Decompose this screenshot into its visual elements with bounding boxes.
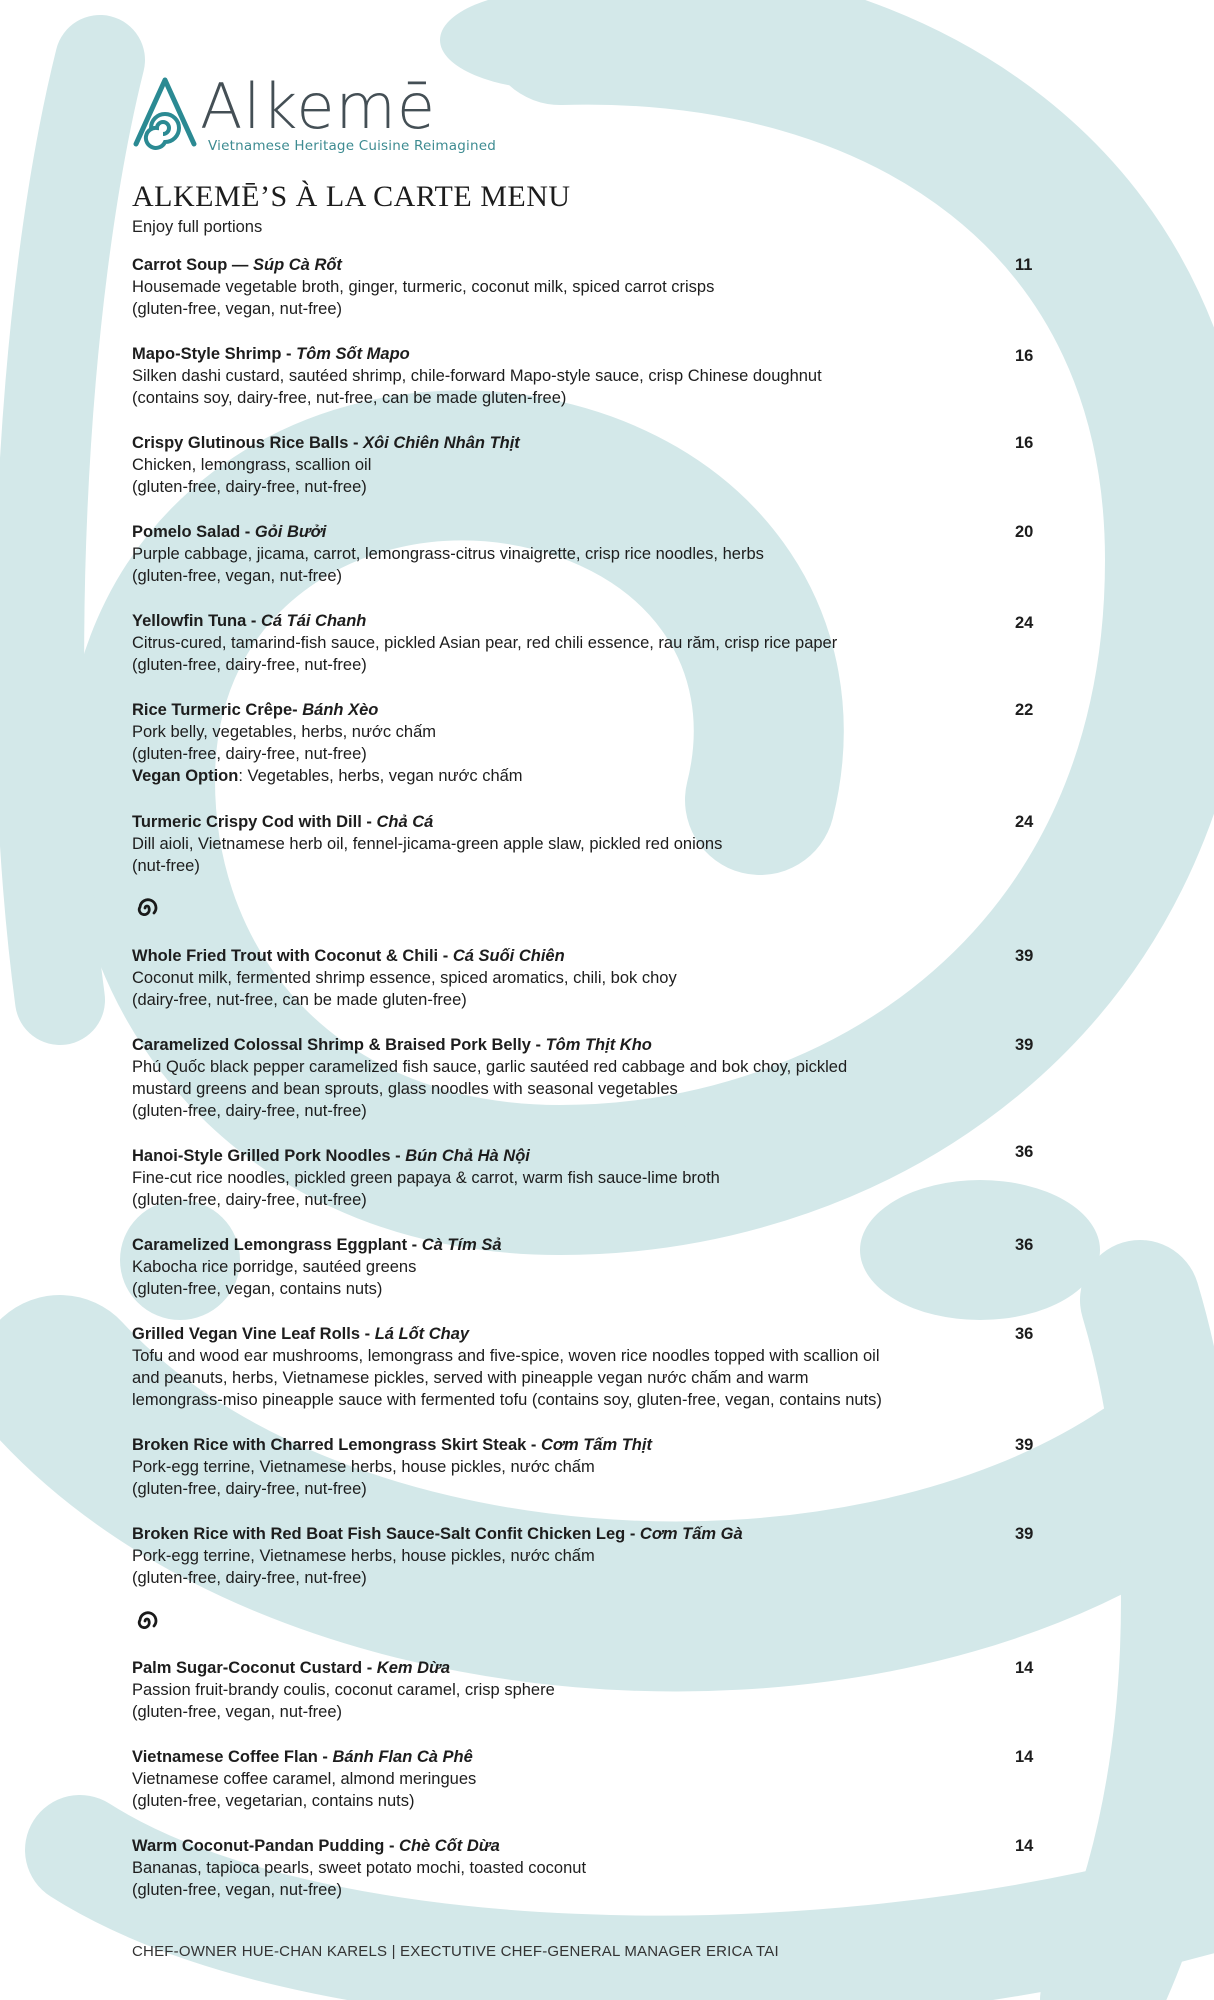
item-vietnamese-name: Cá Tái Chanh: [260, 612, 367, 630]
item-dietary: (gluten-free, dairy-free, nut-free): [132, 478, 367, 496]
menu-item: [132, 610, 1042, 676]
item-vietnamese-name: Bún Chả Hà Nội: [405, 1147, 530, 1165]
item-vietnamese-name: Bánh Xèo: [302, 701, 379, 719]
item-price: 14: [1015, 1748, 1034, 1766]
menu-subtitle: Enjoy full portions: [132, 218, 263, 236]
item-price: 16: [1015, 347, 1034, 365]
item-dietary: (gluten-free, vegetarian, contains nuts): [132, 1792, 415, 1810]
item-dietary: (gluten-free, dairy-free, nut-free): [132, 1480, 367, 1498]
item-dietary: (gluten-free, dairy-free, nut-free): [132, 656, 367, 674]
item-price: 36: [1015, 1143, 1034, 1161]
item-dietary: (gluten-free, vegan, nut-free): [132, 300, 343, 318]
menu-item: [132, 1145, 1042, 1211]
menu-item: [132, 521, 1042, 587]
item-name: Yellowfin Tuna - Cá Tái Chanh: [132, 612, 367, 630]
menu-item: [132, 945, 1042, 1011]
item-description: Kabocha rice porridge, sautéed greens: [132, 1258, 417, 1276]
item-dietary: (gluten-free, dairy-free, nut-free): [132, 1569, 367, 1587]
menu-item: [132, 1434, 1042, 1500]
menu-item: [132, 1835, 1042, 1901]
item-name: Hanoi-Style Grilled Pork Noodles - Bún Chả Hà Nội: [132, 1147, 530, 1165]
item-price: 39: [1015, 1436, 1034, 1454]
item-description: Fine-cut rice noodles, pickled green papaya & carrot, warm fish sauce-lime broth: [132, 1169, 720, 1187]
item-name: Caramelized Colossal Shrimp & Braised Pork Belly - Tôm Thịt Kho: [132, 1036, 652, 1054]
item-vegan-option: Vegan Option: Vegetables, herbs, vegan nước chấm: [132, 767, 523, 785]
brand-wordmark: Alkemē: [200, 70, 437, 143]
item-price: 14: [1015, 1837, 1034, 1855]
item-description: Purple cabbage, jicama, carrot, lemongrass-citrus vinaigrette, crisp rice noodles, herbs: [132, 545, 764, 563]
menu-item: [132, 811, 1042, 877]
menu-item: [132, 1657, 1042, 1723]
item-name: Palm Sugar-Coconut Custard - Kem Dừa: [132, 1659, 450, 1677]
item-name: Grilled Vegan Vine Leaf Rolls - Lá Lốt Chay: [132, 1325, 470, 1343]
menu-page: [132, 70, 1052, 1960]
item-vietnamese-name: Cà Tím Sả: [421, 1236, 502, 1254]
item-price: 14: [1015, 1659, 1034, 1677]
item-price: 39: [1015, 1036, 1034, 1054]
item-description: Dill aioli, Vietnamese herb oil, fennel-jicama-green apple slaw, pickled red onions: [132, 835, 723, 853]
item-name: Broken Rice with Red Boat Fish Sauce-Salt Confit Chicken Leg - Cơm Tấm Gà: [132, 1525, 743, 1543]
item-price: 24: [1015, 614, 1034, 632]
spiral-icon: [132, 1606, 162, 1636]
spiral-a-logo-icon: [132, 74, 198, 150]
item-vietnamese-name: Súp Cà Rốt: [253, 256, 342, 274]
item-description: mustard greens and bean sprouts, glass noodles with seasonal vegetables: [132, 1080, 678, 1098]
item-price: 22: [1015, 701, 1034, 719]
brand-logo: [132, 70, 1052, 170]
item-price: 20: [1015, 523, 1034, 541]
menu-title: ALKEMĒ’S À LA CARTE MENU: [132, 180, 571, 213]
item-price: 36: [1015, 1236, 1034, 1254]
item-name: Mapo-Style Shrimp - Tôm Sốt Mapo: [132, 345, 410, 363]
item-vietnamese-name: Chè Cốt Dừa: [399, 1837, 500, 1855]
item-dietary: (gluten-free, dairy-free, nut-free): [132, 745, 367, 763]
menu-item: [132, 1234, 1042, 1300]
item-dietary: (nut-free): [132, 857, 200, 875]
item-description: Silken dashi custard, sautéed shrimp, chile-forward Mapo-style sauce, crisp Chinese doughnut: [132, 367, 822, 385]
item-description: Housemade vegetable broth, ginger, turmeric, coconut milk, spiced carrot crisps: [132, 278, 715, 296]
item-price: 16: [1015, 434, 1034, 452]
item-name: Broken Rice with Charred Lemongrass Skirt Steak - Cơm Tấm Thịt: [132, 1436, 652, 1454]
item-description: Phú Quốc black pepper caramelized fish sauce, garlic sautéed red cabbage and bok choy, pickled: [132, 1058, 848, 1076]
item-vietnamese-name: Kem Dừa: [376, 1659, 450, 1677]
item-dietary: (dairy-free, nut-free, can be made gluten-free): [132, 991, 467, 1009]
item-description: Vietnamese coffee caramel, almond meringues: [132, 1770, 477, 1788]
menu-item: [132, 1034, 1042, 1122]
menu-item: [132, 699, 1042, 787]
item-vietnamese-name: Cơm Tấm Gà: [639, 1525, 743, 1543]
staff-credits-footer: CHEF-OWNER HUE-CHAN KARELS | EXECTUTIVE CHEF-GENERAL MANAGER ERICA TAI: [132, 1943, 779, 1960]
item-description: and peanuts, herbs, Vietnamese pickles, served with pineapple vegan nước chấm and warm: [132, 1369, 809, 1387]
item-vietnamese-name: Tôm Sốt Mapo: [296, 345, 410, 363]
item-dietary: (gluten-free, dairy-free, nut-free): [132, 1191, 367, 1209]
item-description: Citrus-cured, tamarind-fish sauce, pickled Asian pear, red chili essence, rau răm, crisp rice paper: [132, 634, 838, 652]
item-description: Tofu and wood ear mushrooms, lemongrass and five-spice, woven rice noodles topped with scallion oil: [132, 1347, 880, 1365]
item-dietary: (gluten-free, vegan, nut-free): [132, 1703, 343, 1721]
item-vietnamese-name: Cơm Tấm Thịt: [540, 1436, 652, 1454]
item-price: 11: [1015, 256, 1033, 274]
item-vietnamese-name: Tôm Thịt Kho: [545, 1036, 652, 1054]
item-description: Bananas, tapioca pearls, sweet potato mochi, toasted coconut: [132, 1859, 587, 1877]
item-description: Pork belly, vegetables, herbs, nước chấm: [132, 723, 437, 741]
menu-item: [132, 1523, 1042, 1589]
item-description: Pork-egg terrine, Vietnamese herbs, house pickles, nước chấm: [132, 1547, 595, 1565]
item-price: 39: [1015, 947, 1034, 965]
menu-item: [132, 343, 1042, 409]
item-name: Whole Fried Trout with Coconut & Chili - Cá Suối Chiên: [132, 947, 565, 965]
item-vietnamese-name: Xôi Chiên Nhân Thịt: [363, 434, 520, 452]
item-name: Rice Turmeric Crêpe- Bánh Xèo: [132, 701, 379, 719]
brand-tagline: Vietnamese Heritage Cuisine Reimagined: [208, 138, 496, 154]
item-dietary: (contains soy, dairy-free, nut-free, can be made gluten-free): [132, 389, 567, 407]
item-dietary: lemongrass-miso pineapple sauce with fermented tofu (contains soy, gluten-free, vegan, contains nuts): [132, 1391, 882, 1409]
item-description: Pork-egg terrine, Vietnamese herbs, house pickles, nước chấm: [132, 1458, 595, 1476]
item-dietary: (gluten-free, dairy-free, nut-free): [132, 1102, 367, 1120]
item-name: Crispy Glutinous Rice Balls - Xôi Chiên Nhân Thịt: [132, 434, 520, 452]
item-name: Pomelo Salad - Gỏi Bưởi: [132, 523, 327, 541]
item-description: Chicken, lemongrass, scallion oil: [132, 456, 372, 474]
item-dietary: (gluten-free, vegan, contains nuts): [132, 1280, 383, 1298]
item-description: Passion fruit-brandy coulis, coconut caramel, crisp sphere: [132, 1681, 555, 1699]
item-name: Turmeric Crispy Cod with Dill - Chả Cá: [132, 813, 434, 831]
item-vietnamese-name: Chả Cá: [376, 813, 434, 831]
menu-item: [132, 432, 1042, 498]
item-price: 24: [1015, 813, 1034, 831]
item-name: Caramelized Lemongrass Eggplant - Cà Tím Sả: [132, 1236, 502, 1254]
item-price: 39: [1015, 1525, 1034, 1543]
item-vietnamese-name: Gỏi Bưởi: [254, 523, 327, 541]
item-dietary: (gluten-free, vegan, nut-free): [132, 567, 343, 585]
item-name: Warm Coconut-Pandan Pudding - Chè Cốt Dừa: [132, 1837, 500, 1855]
item-name: Carrot Soup — Súp Cà Rốt: [132, 256, 342, 274]
item-price: 36: [1015, 1325, 1034, 1343]
menu-item: [132, 254, 1042, 320]
item-description: Coconut milk, fermented shrimp essence, spiced aromatics, chili, bok choy: [132, 969, 677, 987]
item-vietnamese-name: Cá Suối Chiên: [452, 947, 565, 965]
item-vietnamese-name: Lá Lốt Chay: [374, 1325, 470, 1343]
menu-item: [132, 1746, 1042, 1812]
menu-item: [132, 1323, 1042, 1411]
item-dietary: (gluten-free, vegan, nut-free): [132, 1881, 343, 1899]
item-vietnamese-name: Bánh Flan Cà Phê: [332, 1748, 473, 1766]
item-name: Vietnamese Coffee Flan - Bánh Flan Cà Phê: [132, 1748, 473, 1766]
spiral-icon: [132, 893, 162, 923]
